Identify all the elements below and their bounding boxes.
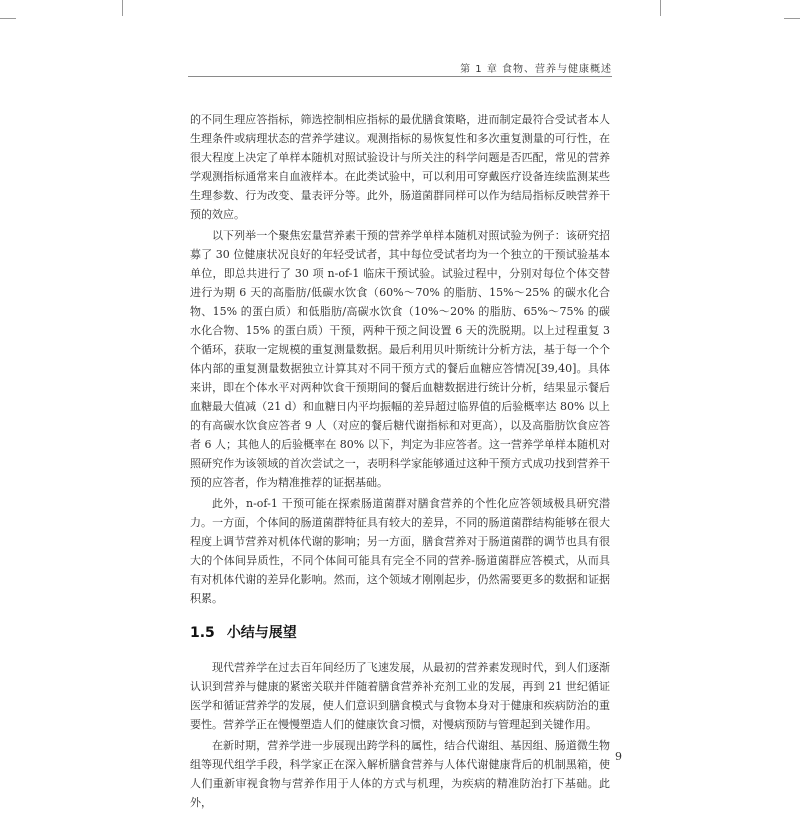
- crop-mark: [0, 18, 16, 19]
- section-number: 1.5: [190, 625, 215, 641]
- chapter-title: 第 1 章 食物、营养与健康概述: [460, 64, 612, 75]
- header-rule: [188, 76, 612, 77]
- body-text: [190, 110, 610, 814]
- paragraph: 以下列举一个聚焦宏量营养素干预的营养学单样本随机对照试验为例子：该研究招募了 30 位健康状况良好的年轻受试者，其中每位受试者均为一个独立的干预试验基本单位，即总共进行了 30 项 n-of-1 临床干预试验。试验过程中，分别对每位个体交替进行为期 6 天的高脂肪/低碳水饮食（60%～70% 的脂肪、15%～25% 的碳水化合物、15% 的蛋白质）和低脂肪/高碳水饮食（10%～20% 的脂肪、65%～75% 的碳水化合物、15% 的蛋白质）干预，两种干预之间设置 6 天的洗脱期。以上过程重复 3 个循环，获取一定规模的重复测量数据。最后利用贝叶斯统计分析方法，基于每一个个体内部的重复测量数据独立计算其对不同干预方式的餐后血糖应答情况[39,40]。具体来讲，即在个体水平对两种饮食干预期间的餐后血糖数据进行统计分析，结果显示餐后血糖最大值减（21 d）和血糖日内平均振幅的差异超过临界值的后验概率达 80% 以上的有高碳水饮食应答者 9 人（对应的餐后糖代谢指标和对更高），以及高脂肪饮食应答者 6 人；其他人的后验概率在 80% 以下，判定为非应答者。这一营养学单样本随机对照研究作为该领域的首次尝试之一，表明科学家能够通过这种干预方式成功找到营养干预的应答者，作为精准推荐的证据基础。: [190, 229, 610, 489]
- page-number: 9: [615, 750, 622, 763]
- crop-mark: [660, 0, 661, 16]
- section-title: 小结与展望: [226, 625, 297, 641]
- running-header: [0, 58, 800, 76]
- crop-mark: [784, 18, 800, 19]
- section-heading: [190, 622, 610, 642]
- paragraph: 的不同生理应答指标，筛选控制相应指标的最优膳食策略，进而制定最符合受试者本人生理条件或病理状态的营养学建议。观测指标的易恢复性和多次重复测量的可行性，在很大程度上决定了单样本随机对照试验设计与所关注的科学问题是否匹配，常见的营养学观测指标通常来自血液样本。在此类试验中，可以利用可穿戴医疗设备连续监测某些生理参数、行为改变、量表评分等。此外，肠道菌群同样可以作为结局指标反映营养干预的效应。: [190, 113, 610, 221]
- crop-mark: [122, 0, 123, 16]
- paragraph: 此外，n-of-1 干预可能在探索肠道菌群对膳食营养的个性化应答领域极具研究潜力。一方面，个体间的肠道菌群特征具有较大的差异，不同的肠道菌群结构能够在很大程度上调节营养对机体代谢的影响；另一方面，膳食营养对于肠道菌群的调节也具有很大的个体间异质性，不同个体间可能具有完全不同的营养-肠道菌群应答模式，从而具有对机体代谢的差异化影响。然而，这个领域才刚刚起步，仍然需要更多的数据和证据积累。: [190, 497, 610, 605]
- paragraph: 现代营养学在过去百年间经历了飞速发展，从最初的营养素发现时代，到人们逐渐认识到营养与健康的紧密关联并伴随着膳食营养补充剂工业的发展，再到 21 世纪循证医学和循证营养学的发展，使人们意识到膳食模式与食物本身对于健康和疾病防治的重要性。营养学正在慢慢塑造人们的健康饮食习惯，对慢病预防与管理起到关键作用。: [190, 661, 610, 731]
- paragraph: 在新时期，营养学进一步展现出跨学科的属性，结合代谢组、基因组、肠道微生物组等现代组学手段，科学家正在深入解析膳食营养与人体代谢健康背后的机制黑箱，使人们重新审视食物与营养作用于人体的方式与机理，为疾病的精准防治打下基础。此外，: [190, 739, 610, 809]
